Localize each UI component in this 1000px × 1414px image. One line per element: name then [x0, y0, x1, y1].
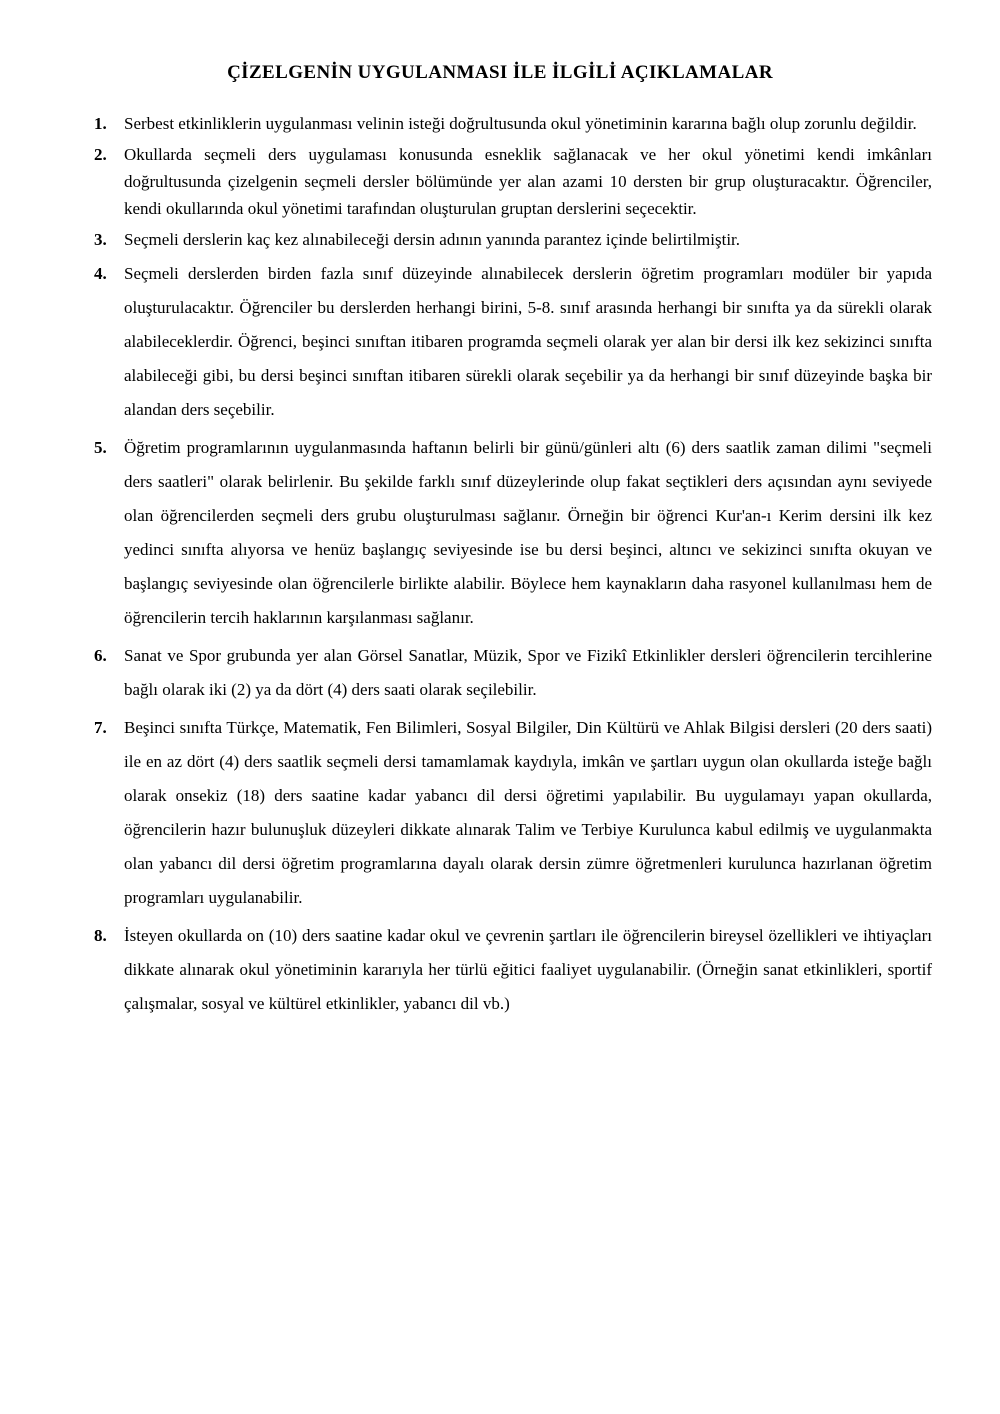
item-number: 6. — [94, 646, 107, 665]
item-text: Beşinci sınıfta Türkçe, Matematik, Fen Bilimleri, Sosyal Bilgiler, Din Kültürü ve Ahlak Bilgisi dersleri (20 ders saati) ile en az dört (4) ders saatlik seçmeli dersi tamamlamak kaydıyla, imkân ve şartları uygun olan okullarda isteğe bağlı olarak onsekiz (18) ders saatine kadar yabancı dil dersi öğretimi yapılabilir. Bu uygulamayı yapan okullarda, öğrencilerin hazır bulunuşluk düzeyleri dikkate alınarak Talim ve Terbiye Kurulunca kabul edilmiş ve uygulanmakta olan yabancı dil dersi öğretim programlarına dayalı olarak dersin zümre öğretmenleri kurulunca hazırlanan öğretim programları uygulanabilir. — [124, 718, 932, 907]
list-item — [94, 226, 932, 253]
item-text: Seçmeli derslerden birden fazla sınıf düzeyinde alınabilecek derslerin öğretim programları modüler bir yapıda oluşturulacaktır. Öğrenciler bu derslerden herhangi birini, 5-8. sınıf arasında herhangi bir sınıfta ya da sürekli olarak alabileceklerdir. Öğrenci, beşinci sınıftan itibaren programda seçmeli olarak yer alan bir dersi ilk kez sekizinci sınıfta alabileceği gibi, bu dersi beşinci sınıftan itibaren sürekli olarak seçebilir ya da herhangi bir sınıf düzeyinde başka bir alandan ders seçebilir. — [124, 264, 932, 419]
list-item — [94, 431, 932, 635]
item-number: 8. — [94, 926, 107, 945]
list-item — [94, 639, 932, 707]
explanations-list — [94, 110, 932, 1021]
list-item — [94, 711, 932, 915]
item-number: 3. — [94, 230, 107, 249]
item-number: 2. — [94, 145, 107, 164]
item-text: Serbest etkinliklerin uygulanması velinin isteği doğrultusunda okul yönetiminin kararına bağlı olup zorunlu değildir. — [124, 114, 917, 133]
page-title: ÇİZELGENİN UYGULANMASI İLE İLGİLİ AÇIKLAMALAR — [227, 62, 773, 83]
list-item — [94, 919, 932, 1021]
item-number: 7. — [94, 718, 107, 737]
list-item — [94, 110, 932, 137]
item-text: İsteyen okullarda on (10) ders saatine kadar okul ve çevrenin şartları ile öğrencilerin bireysel özellikleri ve ihtiyaçları dikkate alınarak okul yönetiminin kararıyla her türlü eğitici faaliyet uygulanabilir. (Örneğin sanat etkinlikleri, sportif çalışmalar, sosyal ve kültürel etkinlikler, yabancı dil vb.) — [124, 926, 932, 1013]
item-text: Öğretim programlarının uygulanmasında haftanın belirli bir günü/günleri altı (6) ders saatlik zaman dilimi "seçmeli ders saatleri" olarak belirlenir. Bu şekilde farklı sınıf düzeylerinde olup fakat seçtikleri ders açısından aynı seviyede olan öğrencilerden seçmeli ders grubu oluşturulması sağlanır. Örneğin bir öğrenci Kur'an-ı Kerim dersini ilk kez yedinci sınıfta alıyorsa ve henüz başlangıç seviyesinde ise bu dersi beşinci, altıncı ve sekizinci sınıfta okuyan ve başlangıç seviyesinde olan öğrencilerle birlikte alabilir. Böylece hem kaynakların daha rasyonel kullanılması hem de öğrencilerin tercih haklarının karşılanması sağlanır. — [124, 438, 932, 627]
item-text: Seçmeli derslerin kaç kez alınabileceği dersin adının yanında parantez içinde belirtilmiştir. — [124, 230, 741, 249]
item-number: 4. — [94, 264, 107, 283]
list-item — [94, 257, 932, 427]
item-text: Okullarda seçmeli ders uygulaması konusunda esneklik sağlanacak ve her okul yönetimi kendi imkânları doğrultusunda çizelgenin seçmeli dersler bölümünde yer alan azami 10 dersten bir grup oluşturacaktır. Öğrenciler, kendi okullarında okul yönetimi tarafından oluşturulan gruptan derslerini seçecektir. — [124, 145, 932, 218]
list-item — [94, 141, 932, 222]
item-number: 5. — [94, 438, 107, 457]
item-number: 1. — [94, 114, 107, 133]
item-text: Sanat ve Spor grubunda yer alan Görsel Sanatlar, Müzik, Spor ve Fizikî Etkinlikler dersleri öğrencilerin tercihlerine bağlı olarak iki (2) ya da dört (4) ders saati olarak seçilebilir. — [124, 646, 932, 699]
